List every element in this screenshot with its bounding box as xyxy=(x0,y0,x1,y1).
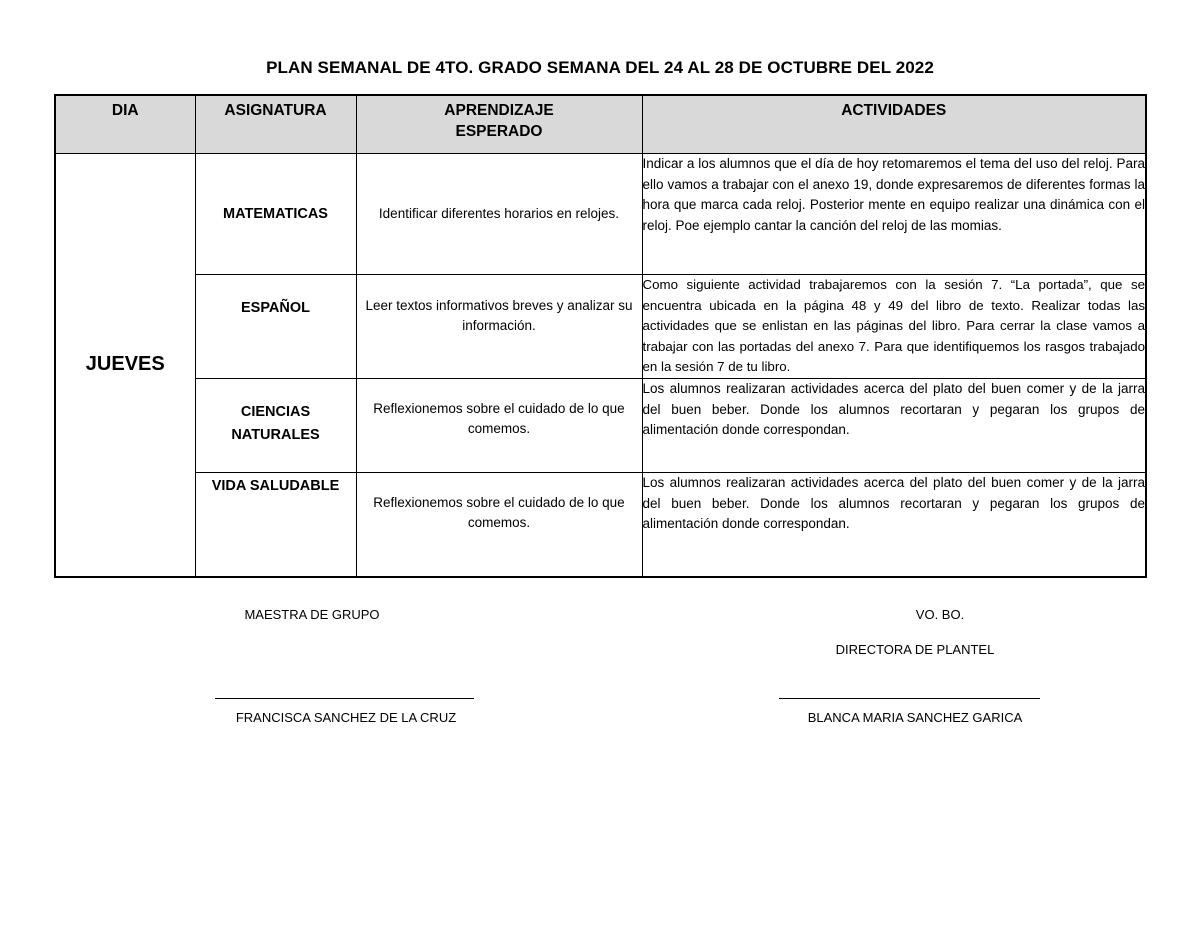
header-dia: DIA xyxy=(55,95,195,154)
teacher-name: FRANCISCA SANCHEZ DE LA CRUZ xyxy=(235,710,457,725)
learning-cell: Leer textos informativos breves y analizar su información. xyxy=(356,275,642,379)
header-aprendizaje xyxy=(356,95,642,154)
learning-cell: Reflexionemos sobre el cuidado de lo que comemos. xyxy=(356,473,642,577)
subject-cell: ESPAÑOL xyxy=(195,275,356,379)
director-signature-line xyxy=(779,698,1040,699)
table-header-row xyxy=(55,95,1146,154)
director-name: BLANCA MARIA SANCHEZ GARICA xyxy=(807,710,1023,725)
subject-line1: CIENCIAS xyxy=(240,404,311,420)
subject-cell xyxy=(195,379,356,473)
header-aprendizaje-line1: APRENDIZAJE xyxy=(444,102,554,119)
table-row xyxy=(55,473,1146,577)
learning-cell: Identificar diferentes horarios en relojes. xyxy=(356,154,642,275)
day-cell: JUEVES xyxy=(55,154,195,577)
activity-cell: Indicar a los alumnos que el día de hoy retomaremos el tema del uso del reloj. Para ello vamos a trabajar con el anexo 19, donde expresaremos de diferentes formas la hora que marca cada reloj. Posterior mente en equipo realizar una dinámica con el reloj. Poe ejemplo cantar la canción del reloj de las momias. xyxy=(642,154,1146,275)
teacher-signature-line xyxy=(215,698,474,699)
vobo-label: VO. BO. xyxy=(915,607,965,622)
activity-cell: Los alumnos realizaran actividades acerca del plato del buen comer y de la jarra del buen beber. Donde los alumnos recortaran y pegaran los grupos de alimentación donde correspondan. xyxy=(642,473,1146,577)
table-row xyxy=(55,379,1146,473)
activity-cell: Como siguiente actividad trabajaremos con la sesión 7. “La portada”, que se encuentra ubicada en la página 48 y 49 del libro de texto. Realizar todas las actividades que se enlistan en las páginas del libro. Para cerrar la clase vamos a trabajar con las portadas del anexo 7. Para que identifiquemos los rasgos trabajado en la sesión 7 de tu libro. xyxy=(642,275,1146,379)
page-title: PLAN SEMANAL DE 4TO. GRADO SEMANA DEL 24 AL 28 DE OCTUBRE DEL 2022 xyxy=(266,58,934,77)
subject-line2: NATURALES xyxy=(231,427,320,443)
director-role: DIRECTORA DE PLANTEL xyxy=(835,642,995,657)
table-row xyxy=(55,275,1146,379)
weekly-plan-table xyxy=(54,94,1147,578)
teacher-role: MAESTRA DE GRUPO xyxy=(244,607,380,622)
header-asignatura: ASIGNATURA xyxy=(195,95,356,154)
learning-cell: Reflexionemos sobre el cuidado de lo que comemos. xyxy=(356,379,642,473)
subject-cell: VIDA SALUDABLE xyxy=(195,473,356,577)
header-actividades: ACTIVIDADES xyxy=(642,95,1146,154)
activity-cell: Los alumnos realizaran actividades acerca del plato del buen comer y de la jarra del buen beber. Donde los alumnos recortaran y pegaran los grupos de alimentación donde correspondan. xyxy=(642,379,1146,473)
table-row xyxy=(55,154,1146,275)
subject-cell: MATEMATICAS xyxy=(195,154,356,275)
header-aprendizaje-line2: ESPERADO xyxy=(455,123,543,140)
